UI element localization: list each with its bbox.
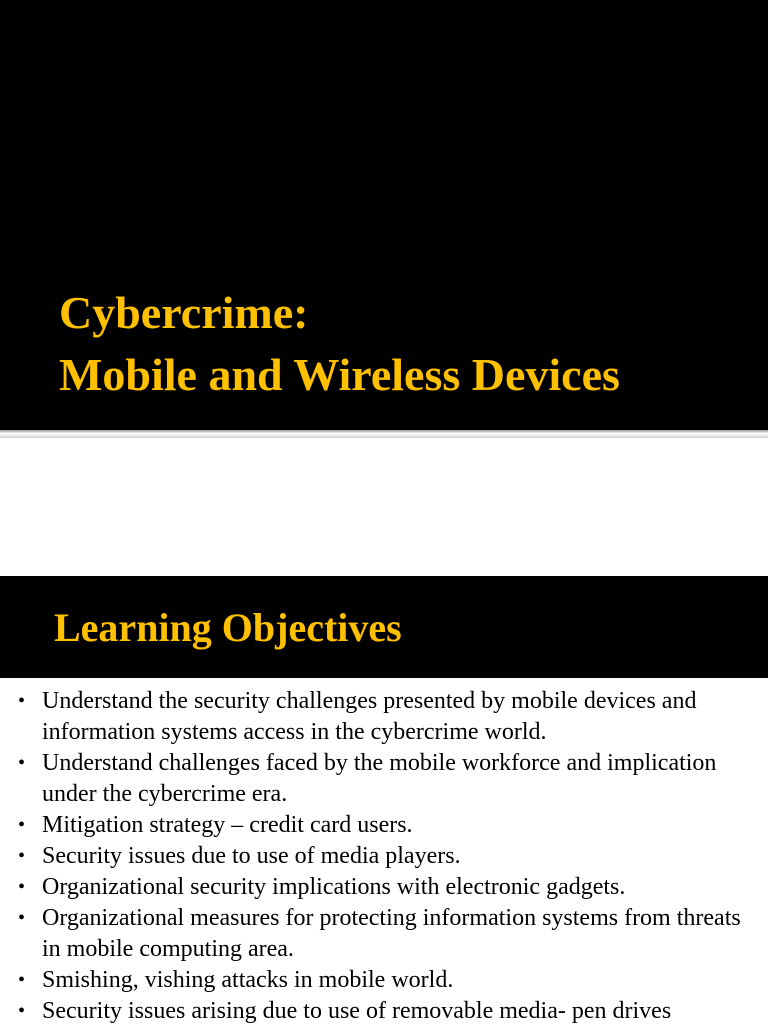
- objectives-list: [0, 686, 768, 1027]
- list-item-text: Organizational security implications with electronic gadgets.: [42, 874, 626, 900]
- objectives-heading: Learning Objectives: [54, 605, 402, 650]
- title-slide: [0, 0, 768, 430]
- bullet-icon: •: [18, 752, 26, 774]
- bullet-icon: •: [18, 907, 26, 929]
- slide-divider: [0, 430, 768, 438]
- list-item: [0, 748, 768, 810]
- bullet-icon: •: [18, 690, 26, 712]
- list-item-text: Smishing, vishing attacks in mobile world.: [42, 967, 454, 993]
- list-item-text: Mitigation strategy – credit card users.: [42, 812, 413, 838]
- bullet-icon: •: [18, 845, 26, 867]
- objectives-slide-header: [0, 576, 768, 678]
- bullet-icon: •: [18, 876, 26, 898]
- list-item: [0, 686, 768, 748]
- list-item-text: Understand challenges faced by the mobile workforce and implication under the cybercrime era.: [42, 750, 717, 807]
- list-item-text: Security issues arising due to use of removable media- pen drives: [42, 998, 672, 1024]
- slide-title-line-2: Mobile and Wireless Devices: [59, 349, 620, 400]
- list-item-text: Organizational measures for protecting information systems from threats in mobile computing area.: [42, 905, 741, 962]
- list-item: [0, 903, 768, 965]
- bullet-icon: •: [18, 814, 26, 836]
- list-item: [0, 810, 768, 841]
- bullet-icon: •: [18, 969, 26, 991]
- bullet-icon: •: [18, 1000, 26, 1022]
- list-item-text: Security issues due to use of media players.: [42, 843, 461, 869]
- list-item: [0, 965, 768, 996]
- list-item: [0, 841, 768, 872]
- list-item: [0, 996, 768, 1027]
- slide-title-line-1: Cybercrime:: [59, 287, 309, 338]
- list-item-text: Understand the security challenges presented by mobile devices and information systems access in the cybercrime world.: [42, 688, 697, 745]
- list-item: [0, 872, 768, 903]
